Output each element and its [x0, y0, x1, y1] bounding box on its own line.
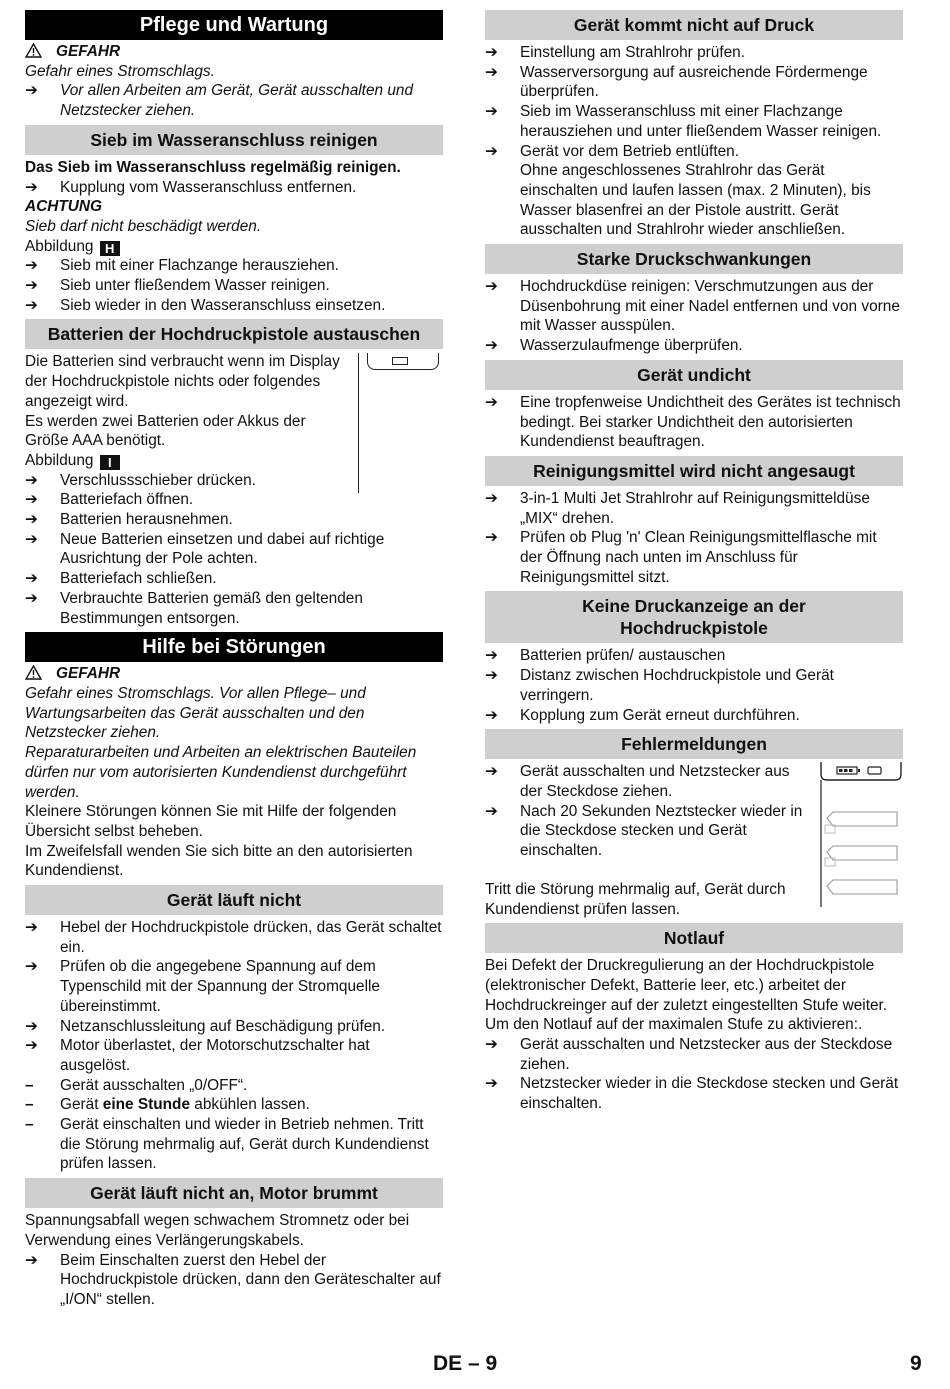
section-title-notlauf: Notlauf — [485, 923, 903, 953]
arrow-icon: ➔ — [485, 647, 498, 665]
druck-text: Ohne angeschlossenes Strahlrohr das Gerät einschalten und laufen lassen (max. 2 Minuten), bis Wasser blasenfrei an der Pistole austritt. Gerät ausschalten und Strahlrohr wieder anschließen. — [520, 162, 871, 239]
figure-reference: Abbildung H — [25, 237, 443, 257]
section-title-pflege: Pflege und Wartung — [25, 10, 443, 40]
section-title-laeuft-nicht: Gerät läuft nicht — [25, 885, 443, 915]
arrow-icon: ➔ — [25, 530, 38, 548]
section-title-sieb: Sieb im Wasseranschluss reinigen — [25, 125, 443, 155]
list-item: ➔ Netzstecker wieder in die Steckdose stecken und Gerät einschalten. — [485, 1075, 899, 1113]
list-item: ➔ Gerät vor dem Betrieb entlüften. — [485, 142, 740, 160]
section-title-druckanzeige: Keine Druckanzeige an der Hochdruckpistole — [485, 591, 903, 643]
section-title-druck: Gerät kommt nicht auf Druck — [485, 10, 903, 40]
arrow-icon: ➔ — [485, 1075, 498, 1093]
danger-text: Gefahr eines Stromschlags. — [25, 62, 215, 80]
arrow-icon: ➔ — [25, 178, 38, 196]
error-section — [485, 762, 903, 919]
dash-item: – Gerät ausschalten „0/OFF“. — [25, 1076, 248, 1094]
arrow-icon: ➔ — [485, 337, 498, 355]
arrow-icon: ➔ — [485, 489, 498, 507]
list-item: ➔ 3-in-1 Multi Jet Strahlrohr auf Reinigungsmitteldüse „MIX“ drehen. — [485, 489, 870, 527]
list-item: ➔ Nach 20 Sekunden Neztstecker wieder in die Steckdose stecken und Gerät einschalten. — [485, 802, 803, 860]
page-label: DE – 9 — [433, 1352, 498, 1375]
page-number: 9 — [910, 1352, 922, 1375]
list-item: ➔ Neue Batterien einsetzen und dabei auf richtige Ausrichtung der Pole achten. — [25, 530, 385, 568]
sieb-intro: Das Sieb im Wasseranschluss regelmäßig reinigen. — [25, 158, 401, 176]
arrow-icon: ➔ — [485, 393, 498, 411]
figure-letter-h: H — [100, 241, 120, 256]
arrow-icon: ➔ — [25, 958, 38, 976]
list-item: ➔ Beim Einschalten zuerst den Hebel der Hochdruckpistole drücken, dann den Geräteschalter auf „I/ON“ stellen. — [25, 1251, 441, 1308]
notlauf-text: Um den Notlauf auf der maximalen Stufe zu aktivieren:. — [485, 1016, 863, 1034]
error-display-figure — [819, 762, 903, 907]
danger-label: GEFAHR — [25, 664, 443, 684]
list-item: ➔ Sieb wieder in den Wasseranschluss einsetzen. — [25, 296, 386, 314]
list-item: ➔ Verschlussschieber drücken. — [25, 471, 256, 489]
list-item: ➔ Sieb unter fließendem Wasser reinigen. — [25, 277, 330, 295]
arrow-icon: ➔ — [25, 511, 38, 529]
list-item: ➔ Einstellung am Strahlrohr prüfen. — [485, 44, 745, 61]
section-title-batterien: Batterien der Hochdruckpistole austauschen — [25, 319, 443, 349]
section-title-fehlermeldungen: Fehlermeldungen — [485, 729, 903, 759]
list-item: ➔ Batteriefach schließen. — [25, 570, 217, 588]
battery-size: Es werden zwei Batterien oder Akkus der Größe AAA benötigt. — [25, 412, 306, 450]
dash-item: – Gerät eine Stunde abkühlen lassen. — [25, 1096, 310, 1114]
help-text: Kleinere Störungen können Sie mit Hilfe der folgenden Übersicht selbst beheben. — [25, 803, 397, 840]
arrow-icon: ➔ — [25, 1017, 38, 1035]
caution-label: ACHTUNG — [25, 198, 102, 216]
list-item: ➔ Vor allen Arbeiten am Gerät, Gerät ausschalten und Netzstecker ziehen. — [25, 82, 414, 120]
list-item: ➔ Sieb im Wasseranschluss mit einer Flachzange herausziehen und unter fließendem Wasser reinigen. — [485, 103, 882, 140]
list-item: ➔ Netzanschlussleitung auf Beschädigung prüfen. — [25, 1017, 386, 1035]
danger-label: GEFAHR — [25, 42, 443, 62]
arrow-icon: ➔ — [485, 103, 498, 121]
list-item: ➔ Gerät ausschalten und Netzstecker aus der Steckdose ziehen. — [485, 1036, 893, 1073]
arrow-icon: ➔ — [485, 763, 498, 781]
figure-letter-i: I — [100, 455, 120, 470]
list-item: ➔ Prüfen ob die angegebene Spannung auf dem Typenschild mit der Spannung der Stromquelle übereinstimmt. — [25, 958, 380, 1015]
arrow-icon: ➔ — [485, 63, 498, 81]
list-item: ➔ Wasserzulaufmenge überprüfen. — [485, 337, 743, 355]
list-item: ➔ Distanz zwischen Hochdruckpistole und Gerät verringern. — [485, 667, 834, 704]
figure-reference: Abbildung I — [25, 451, 443, 471]
empty-battery-icon — [392, 357, 408, 365]
list-item: ➔ Kupplung vom Wasseranschluss entfernen. — [25, 178, 357, 196]
list-item: ➔ Gerät ausschalten und Netzstecker aus der Steckdose ziehen. — [485, 763, 790, 800]
section-title-schwankungen: Starke Druckschwankungen — [485, 244, 903, 274]
danger-text: Reparaturarbeiten und Arbeiten an elektrischen Bauteilen dürfen nur vom autorisierten Kundendienst durchgeführt werden. — [25, 744, 417, 801]
list-item: ➔ Motor überlastet, der Motorschutzschalter hat ausgelöst. — [25, 1037, 370, 1074]
section-title-brummt: Gerät läuft nicht an, Motor brummt — [25, 1178, 443, 1208]
arrow-icon: ➔ — [485, 44, 498, 61]
list-item: ➔ Verbrauchte Batterien gemäß den geltenden Bestimmungen entsorgen. — [25, 589, 363, 627]
arrow-icon: ➔ — [25, 471, 38, 489]
list-item: ➔ Prüfen ob Plug 'n' Clean Reinigungsmittelflasche mit der Öffnung nach unten im Anschluss für Reinigungsmittel sitzt. — [485, 529, 877, 586]
arrow-icon: ➔ — [485, 667, 498, 685]
danger-text: Gefahr eines Stromschlags. Vor allen Pflege– und Wartungsarbeiten das Gerät ausschalten und den Netzstecker ziehen. — [25, 684, 366, 742]
error-text: Tritt die Störung mehrmalig auf, Gerät durch Kundendienst prüfen lassen. — [485, 880, 786, 918]
list-item: ➔ Batterien herausnehmen. — [25, 511, 233, 529]
arrow-icon: ➔ — [25, 296, 38, 314]
arrow-icon: ➔ — [485, 142, 498, 160]
arrow-icon: ➔ — [25, 570, 38, 588]
list-item: ➔ Eine tropfenweise Undichtheit des Gerätes ist technisch bedingt. Bei starker Undichtheit den autorisierten Kundendienst beauftragen. — [485, 393, 901, 451]
arrow-icon: ➔ — [25, 257, 38, 275]
help-text: Im Zweifelsfall wenden Sie sich bitte an den autorisierten Kundendienst. — [25, 842, 413, 880]
arrow-icon: ➔ — [25, 277, 38, 295]
arrow-icon: ➔ — [25, 491, 38, 509]
spacer — [485, 861, 811, 880]
caution-text: Sieb darf nicht beschädigt werden. — [25, 217, 262, 235]
arrow-icon: ➔ — [25, 82, 38, 100]
list-item: ➔ Batterien prüfen/ austauschen — [485, 647, 726, 665]
list-item: ➔ Sieb mit einer Flachzange herausziehen. — [25, 257, 339, 275]
arrow-icon: ➔ — [25, 1251, 38, 1269]
dash-marker: – — [25, 1096, 34, 1114]
section-title-undicht: Gerät undicht — [485, 360, 903, 390]
notlauf-text: Bei Defekt der Druckregulierung an der Hochdruckpistole (elektronischer Defekt, Batterie leer, etc.) arbeitet der Hochdruckreinger auf der zuletzt eingestellten Stufe weiter. — [485, 957, 888, 1014]
arrow-icon: ➔ — [25, 589, 38, 607]
arrow-icon: ➔ — [485, 706, 498, 724]
arrow-icon: ➔ — [25, 1037, 38, 1055]
dash-marker: – — [25, 1076, 34, 1094]
arrow-icon: ➔ — [25, 919, 38, 937]
warning-triangle-icon — [25, 665, 42, 680]
dash-item: – Gerät einschalten und wieder in Betrieb nehmen. Tritt die Störung mehrmalig auf, Gerät durch Kundendienst prüfen lassen. — [25, 1116, 429, 1173]
dash-marker: – — [25, 1116, 34, 1134]
arrow-icon: ➔ — [485, 802, 498, 820]
list-item: ➔ Hebel der Hochdruckpistole drücken, das Gerät schaltet ein. — [25, 919, 442, 956]
warning-triangle-icon — [25, 43, 42, 58]
battery-section — [25, 352, 443, 510]
list-item: ➔ Batteriefach öffnen. — [25, 491, 194, 509]
list-item: ➔ Hochdruckdüse reinigen: Verschmutzungen aus der Düsenbohrung mit einer Nadel entfernen und von vorne mit Wasser ausspülen. — [485, 278, 900, 335]
arrow-icon: ➔ — [485, 278, 498, 296]
left-column — [25, 10, 443, 1310]
arrow-icon: ➔ — [485, 1036, 498, 1054]
right-column — [485, 10, 903, 1114]
battery-intro: Die Batterien sind verbraucht wenn im Display der Hochdruckpistole nichts oder folgendes angezeigt wird. — [25, 353, 340, 410]
arrow-icon: ➔ — [485, 529, 498, 547]
list-item: ➔ Wasserversorgung auf ausreichende Fördermenge überprüfen. — [485, 63, 868, 101]
list-item: ➔ Kopplung zum Gerät erneut durchführen. — [485, 706, 800, 724]
display-outline — [367, 353, 439, 370]
section-title-hilfe: Hilfe bei Störungen — [25, 632, 443, 662]
brummt-text: Spannungsabfall wegen schwachem Stromnetz oder bei Verwendung eines Verlängerungskabels. — [25, 1212, 410, 1249]
section-title-reinigungsmittel: Reinigungsmittel wird nicht angesaugt — [485, 456, 903, 486]
